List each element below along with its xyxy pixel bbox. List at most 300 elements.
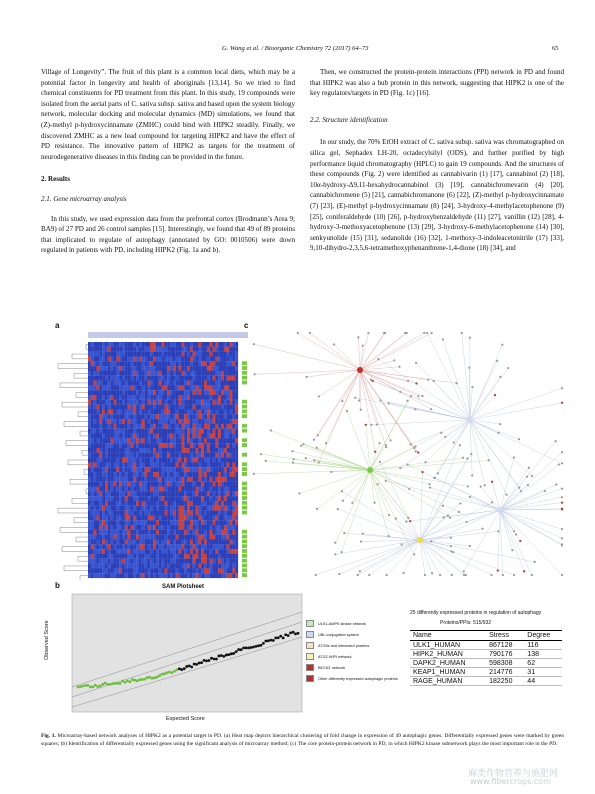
heatmap-cell	[227, 496, 230, 501]
heatmap-cell	[187, 501, 190, 506]
heatmap-cell	[213, 564, 216, 569]
heatmap-cell	[230, 414, 233, 419]
heatmap-cell	[173, 549, 176, 554]
heatmap-cell	[213, 443, 216, 448]
heatmap-cell	[187, 366, 190, 371]
heatmap-cell	[113, 515, 116, 520]
heatmap-cell	[99, 409, 102, 414]
heatmap-cell	[170, 535, 173, 540]
heatmap-cell	[91, 443, 94, 448]
panel-label-b: b	[55, 581, 60, 590]
heatmap-cell	[221, 414, 224, 419]
heatmap-cell	[173, 520, 176, 525]
heatmap-cell	[193, 434, 196, 439]
heatmap-cell	[88, 419, 91, 424]
heatmap-cell	[173, 554, 176, 559]
heatmap-cell	[122, 486, 125, 491]
heatmap-cell	[133, 419, 136, 424]
heatmap-cell	[170, 385, 173, 390]
heatmap-cell	[136, 467, 139, 472]
heatmap-cell	[224, 482, 227, 487]
heatmap-cell	[230, 554, 233, 559]
heatmap-cell	[139, 453, 142, 458]
network-node	[379, 442, 381, 444]
network-node	[334, 542, 336, 544]
heatmap-cell	[201, 381, 204, 386]
heatmap-cell	[213, 448, 216, 453]
heatmap-cell	[215, 385, 218, 390]
heatmap-cell	[133, 525, 136, 530]
heatmap-cell	[164, 361, 167, 366]
heatmap-cell	[88, 438, 91, 443]
heatmap-cell	[193, 491, 196, 496]
network-edge	[430, 488, 500, 510]
network-node	[354, 397, 356, 399]
heatmap-cell	[196, 448, 199, 453]
heatmap-cell	[94, 573, 97, 578]
heatmap-cell	[159, 366, 162, 371]
network-node	[439, 574, 441, 576]
heatmap-cell	[105, 443, 108, 448]
heatmap-cell	[207, 496, 210, 501]
heatmap-cell	[181, 501, 184, 506]
heatmap-cell	[94, 530, 97, 535]
heatmap-cell	[162, 424, 165, 429]
heatmap-cell	[215, 448, 218, 453]
heatmap-cell	[156, 443, 159, 448]
heatmap-cell	[176, 434, 179, 439]
heatmap-cell	[88, 568, 91, 573]
heatmap-cell	[125, 347, 128, 352]
heatmap-cell	[88, 515, 91, 520]
network-edge	[303, 444, 370, 470]
heatmap-cell	[198, 525, 201, 530]
heatmap-cell	[116, 515, 119, 520]
heatmap-cell	[96, 385, 99, 390]
heatmap-cell	[187, 424, 190, 429]
heatmap-cell	[91, 376, 94, 381]
heatmap-cell	[105, 472, 108, 477]
heatmap-cell	[128, 434, 131, 439]
heatmap-cell	[190, 477, 193, 482]
heatmap-cell	[96, 419, 99, 424]
heatmap-cell	[170, 448, 173, 453]
heatmap-cell	[128, 424, 131, 429]
heatmap-cell	[94, 491, 97, 496]
heatmap-cell	[88, 352, 91, 357]
heatmap-cell	[130, 371, 133, 376]
green-marker	[242, 535, 247, 539]
heatmap-cell	[187, 453, 190, 458]
heatmap-cell	[116, 573, 119, 578]
heatmap-cell	[105, 376, 108, 381]
heatmap-cell	[162, 564, 165, 569]
heatmap-cell	[99, 506, 102, 511]
network-node	[360, 540, 362, 542]
heatmap-cell	[94, 424, 97, 429]
heatmap-cell	[181, 405, 184, 410]
heatmap-cell	[173, 501, 176, 506]
heatmap-cell	[164, 409, 167, 414]
heatmap-cell	[159, 381, 162, 386]
network-node	[408, 488, 410, 490]
sam-point	[136, 679, 139, 682]
heatmap-cell	[210, 356, 213, 361]
heatmap-cell	[136, 448, 139, 453]
heatmap-cell	[227, 573, 230, 578]
heatmap-cell	[119, 491, 122, 496]
heatmap-cell	[108, 564, 111, 569]
sam-point	[151, 677, 154, 680]
heatmap-cell	[113, 525, 116, 530]
heatmap-cell	[210, 491, 213, 496]
heatmap-cell	[133, 462, 136, 467]
heatmap-cell	[190, 342, 193, 347]
heatmap-cell	[113, 371, 116, 376]
heatmap-cell	[105, 395, 108, 400]
heatmap-cell	[224, 559, 227, 564]
network-node	[518, 438, 520, 440]
heatmap-cell	[116, 356, 119, 361]
heatmap-cell	[176, 366, 179, 371]
heatmap-cell	[142, 381, 145, 386]
heatmap-cell	[213, 486, 216, 491]
heatmap-cell	[221, 434, 224, 439]
heatmap-cell	[181, 371, 184, 376]
heatmap-cell	[139, 559, 142, 564]
heatmap-cell	[213, 549, 216, 554]
heatmap-cell	[170, 506, 173, 511]
heatmap-cell	[136, 347, 139, 352]
heatmap-cell	[159, 486, 162, 491]
heatmap-cell	[105, 501, 108, 506]
heatmap-cell	[136, 530, 139, 535]
heatmap-cell	[88, 486, 91, 491]
heatmap-cell	[204, 443, 207, 448]
heatmap-cell	[213, 390, 216, 395]
heatmap-cell	[102, 361, 105, 366]
heatmap-cell	[227, 400, 230, 405]
dendrogram-branch	[66, 441, 88, 446]
heatmap-cell	[122, 395, 125, 400]
heatmap-cell	[190, 424, 193, 429]
heatmap-cell	[227, 381, 230, 386]
network-node	[561, 462, 563, 464]
heatmap-cell	[227, 568, 230, 573]
network-edge	[360, 370, 416, 451]
heatmap-cell	[91, 409, 94, 414]
heatmap-cell	[147, 448, 150, 453]
heatmap-cell	[198, 559, 201, 564]
heatmap-cell	[119, 395, 122, 400]
heatmap-cell	[145, 462, 148, 467]
heatmap-cell	[201, 472, 204, 477]
heatmap-cell	[153, 525, 156, 530]
heatmap-cell	[139, 501, 142, 506]
network-node	[561, 502, 563, 504]
heatmap-cell	[227, 419, 230, 424]
heatmap-cell	[190, 381, 193, 386]
sam-point	[111, 682, 114, 685]
heatmap-cell	[96, 361, 99, 366]
heatmap-cell	[94, 559, 97, 564]
panel-label-c: c	[244, 321, 249, 330]
heatmap-cell	[116, 568, 119, 573]
heatmap-cell	[130, 539, 133, 544]
heatmap-cell	[150, 400, 153, 405]
heatmap-cell	[213, 573, 216, 578]
network-node	[414, 408, 416, 410]
heatmap-cell	[193, 573, 196, 578]
heatmap-cell	[181, 477, 184, 482]
heatmap-cell	[224, 564, 227, 569]
heatmap-cell	[164, 477, 167, 482]
heatmap-cell	[108, 491, 111, 496]
heatmap-cell	[218, 559, 221, 564]
heatmap-cell	[122, 453, 125, 458]
hub-node	[367, 467, 373, 473]
heatmap-cell	[145, 520, 148, 525]
heatmap-cell	[159, 414, 162, 419]
legend-label: ATG2-WIPI network	[318, 654, 352, 659]
network-node	[513, 574, 515, 576]
heatmap-cell	[147, 559, 150, 564]
heatmap-cell	[113, 462, 116, 467]
heatmap-cell	[204, 515, 207, 520]
network-edge	[404, 540, 420, 573]
heatmap-cell	[227, 477, 230, 482]
heatmap-cell	[150, 434, 153, 439]
heatmap-cell	[139, 482, 142, 487]
heatmap-cell	[193, 462, 196, 467]
network-node	[385, 446, 387, 448]
heatmap-cell	[122, 376, 125, 381]
heatmap-cell	[210, 554, 213, 559]
heatmap-cell	[147, 395, 150, 400]
heatmap-cell	[96, 395, 99, 400]
heatmap-cell	[164, 539, 167, 544]
heatmap-cell	[139, 448, 142, 453]
heatmap-cell	[119, 347, 122, 352]
network-node	[370, 379, 372, 381]
heatmap-cell	[181, 568, 184, 573]
heatmap-cell	[111, 486, 114, 491]
heatmap-cell	[94, 568, 97, 573]
heatmap-cell	[133, 472, 136, 477]
heatmap-cell	[207, 477, 210, 482]
heatmap-cell	[150, 554, 153, 559]
network-edge	[420, 540, 425, 575]
heatmap-cell	[111, 395, 114, 400]
heatmap-cell	[187, 568, 190, 573]
heatmap-cell	[164, 356, 167, 361]
network-edge	[370, 470, 389, 515]
heatmap-cell	[230, 434, 233, 439]
dendrogram-branch	[80, 576, 88, 580]
heatmap-cell	[91, 486, 94, 491]
heatmap-cell	[193, 409, 196, 414]
heatmap-cell	[213, 438, 216, 443]
heatmap-cell	[150, 506, 153, 511]
heatmap-cell	[164, 381, 167, 386]
heatmap-cell	[181, 381, 184, 386]
heatmap-cell	[204, 496, 207, 501]
sam-plot	[60, 592, 305, 722]
heatmap-cell	[113, 429, 116, 434]
heatmap-cell	[153, 491, 156, 496]
network-node	[399, 467, 401, 469]
heatmap-cell	[207, 342, 210, 347]
page-number: 65	[552, 45, 559, 52]
heatmap-cell	[142, 554, 145, 559]
figure-caption	[41, 732, 564, 748]
heatmap-cell	[227, 467, 230, 472]
green-marker	[242, 482, 247, 486]
heatmap-cell	[170, 352, 173, 357]
heatmap-cell	[181, 352, 184, 357]
heatmap-cell	[136, 544, 139, 549]
heatmap-cell	[179, 405, 182, 410]
heatmap-cell	[213, 568, 216, 573]
network-node	[407, 380, 409, 382]
heatmap-cell	[150, 366, 153, 371]
green-marker	[242, 453, 247, 457]
sam-point	[99, 685, 102, 688]
heatmap-cell	[224, 515, 227, 520]
heatmap-cell	[179, 477, 182, 482]
heatmap-cell	[170, 511, 173, 516]
network-edge	[470, 368, 508, 420]
heatmap-cell	[153, 356, 156, 361]
network-node	[373, 502, 375, 504]
heatmap-cell	[139, 564, 142, 569]
heatmap-cell	[235, 462, 238, 467]
sam-x-axis-label: Expected Score	[166, 716, 205, 722]
heatmap-cell	[102, 467, 105, 472]
heatmap-cell	[230, 342, 233, 347]
heatmap-cell	[167, 385, 170, 390]
heatmap-cell	[88, 395, 91, 400]
network-node	[302, 443, 304, 445]
heatmap-cell	[173, 448, 176, 453]
heatmap-cell	[153, 530, 156, 535]
heatmap-cell	[88, 496, 91, 501]
heatmap-cell	[227, 482, 230, 487]
heatmap-cell	[162, 443, 165, 448]
heatmap-cell	[99, 443, 102, 448]
heatmap-cell	[193, 405, 196, 410]
heatmap-cell	[232, 467, 235, 472]
heatmap-cell	[210, 448, 213, 453]
heatmap-cell	[181, 361, 184, 366]
heatmap-cell	[119, 535, 122, 540]
network-node	[428, 483, 430, 485]
heatmap-cell	[119, 342, 122, 347]
heatmap-cell	[139, 525, 142, 530]
heatmap-cell	[133, 515, 136, 520]
heatmap-cell	[139, 381, 142, 386]
heatmap-cell	[150, 381, 153, 386]
heatmap-cell	[232, 390, 235, 395]
heatmap-cell	[190, 491, 193, 496]
heatmap-cell	[170, 520, 173, 525]
heatmap-cell	[147, 361, 150, 366]
heatmap-cell	[119, 511, 122, 516]
heatmap-cell	[210, 390, 213, 395]
heatmap-cell	[99, 424, 102, 429]
heatmap-cell	[150, 462, 153, 467]
green-marker	[242, 462, 247, 466]
network-node	[338, 573, 340, 575]
heatmap-cell	[153, 400, 156, 405]
network-node	[362, 345, 364, 347]
heatmap-cell	[218, 530, 221, 535]
heatmap-cell	[201, 530, 204, 535]
heatmap-cell	[153, 414, 156, 419]
green-marker	[242, 414, 247, 418]
heatmap-cell	[179, 482, 182, 487]
network-node	[466, 521, 468, 523]
heatmap-cell	[142, 491, 145, 496]
heatmap-cell	[232, 356, 235, 361]
heatmap-cell	[136, 434, 139, 439]
heatmap-cell	[167, 342, 170, 347]
heatmap-cell	[88, 434, 91, 439]
heatmap-cell	[150, 424, 153, 429]
heatmap-cell	[210, 434, 213, 439]
network-node	[253, 343, 255, 345]
network-edge	[301, 446, 370, 470]
heatmap-cell	[156, 539, 159, 544]
heatmap-cell	[184, 564, 187, 569]
heatmap-cell	[167, 462, 170, 467]
network-edge	[342, 470, 370, 552]
heatmap-cell	[201, 462, 204, 467]
heatmap-cell	[215, 501, 218, 506]
heatmap-cell	[196, 434, 199, 439]
heatmap-cell	[184, 559, 187, 564]
heatmap-cell	[204, 347, 207, 352]
heatmap-cell	[111, 462, 114, 467]
heatmap-cell	[230, 477, 233, 482]
sam-point	[237, 648, 240, 651]
heatmap-cell	[147, 352, 150, 357]
heatmap-cell	[94, 371, 97, 376]
heatmap-cell	[196, 549, 199, 554]
heatmap-cell	[218, 371, 221, 376]
heatmap-cell	[170, 405, 173, 410]
heatmap-cell	[147, 506, 150, 511]
network-edge	[396, 519, 420, 540]
heatmap-cell	[136, 568, 139, 573]
heatmap-cell	[147, 554, 150, 559]
heatmap-cell	[133, 554, 136, 559]
heatmap-cell	[184, 501, 187, 506]
heatmap-cell	[125, 496, 128, 501]
heatmap-cell	[147, 424, 150, 429]
heatmap-cell	[210, 511, 213, 516]
heatmap-cell	[91, 482, 94, 487]
heatmap-cell	[136, 429, 139, 434]
heatmap-cell	[111, 549, 114, 554]
heatmap-cell	[96, 434, 99, 439]
network-node	[357, 336, 359, 338]
heatmap-cell	[102, 342, 105, 347]
heatmap-cell	[190, 395, 193, 400]
heatmap-cell	[133, 477, 136, 482]
network-node	[399, 391, 401, 393]
heatmap-cell	[136, 400, 139, 405]
